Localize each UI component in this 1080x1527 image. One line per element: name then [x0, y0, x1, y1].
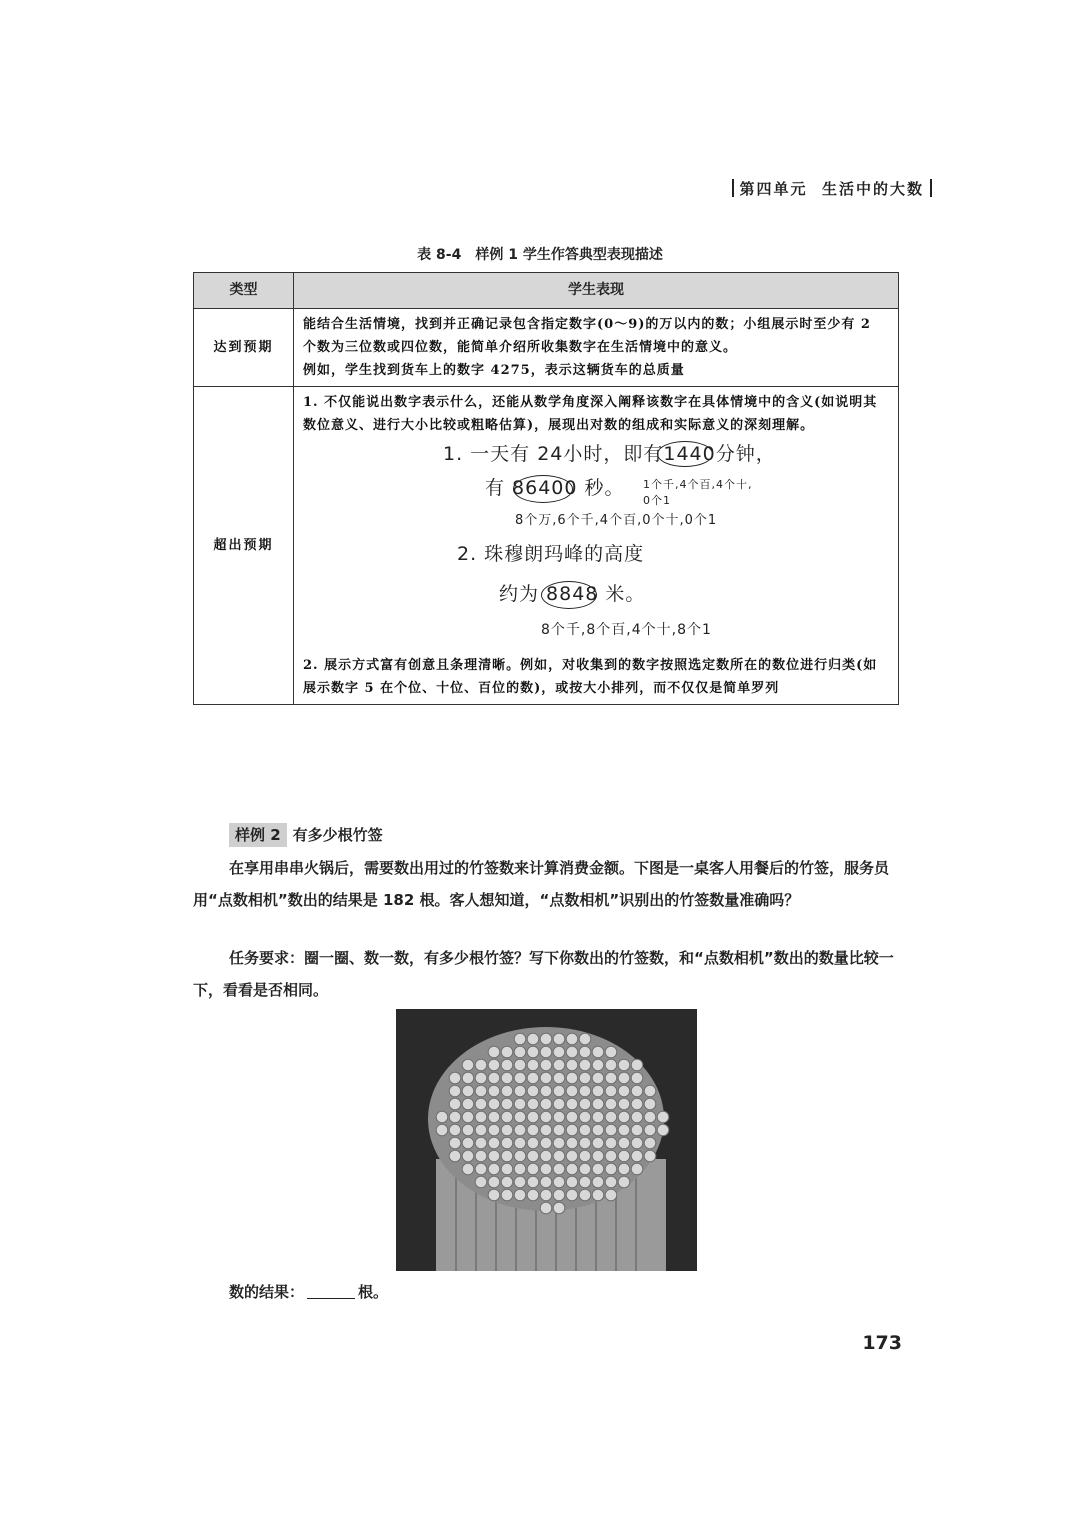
example-2-heading [229, 824, 383, 845]
table-caption: 表 8-4 样例 1 学生作答典型表现描述 [417, 247, 663, 263]
row-desc-exceeds [294, 387, 899, 705]
answer-line [229, 1281, 388, 1302]
performance-table [193, 272, 899, 705]
exceeds-point-2: 2. 展示方式富有创意且条理清晰。例如，对收集到的数字按照选定数所在的数位进行归类(如展示数字 5 在个位、十位、百位的数)，或按大小排列，而不仅仅是简单罗列 [303, 658, 878, 696]
row-type-meets: 达到预期 [194, 309, 294, 387]
meets-text: 能结合生活情境，找到并正确记录包含指定数字(0～9)的万以内的数；小组展示时至少有 2 个数为三位数或四位数，能简单介绍所收集数字在生活情境中的意义。 [303, 317, 871, 355]
handwriting-line: 8个千,8个百,4个十,8个1 [541, 622, 712, 638]
handwriting-line: 0个1 [643, 494, 671, 507]
handwriting-line: 2. 珠穆朗玛峰的高度 [457, 543, 645, 565]
header-divider [732, 179, 734, 197]
table-row [194, 387, 899, 705]
handwriting-sample [443, 443, 873, 648]
header-divider [930, 179, 932, 197]
running-header [726, 178, 938, 199]
skewers-photo [396, 1009, 697, 1271]
col-header-performance: 学生表现 [294, 273, 899, 309]
exceeds-point-1: 1. 不仅能说出数字表示什么，还能从数学角度深入阐释该数字在具体情境中的含义(如说明其数位意义、进行大小比较或粗略估算)，展现出对数的组成和实际意义的深刻理解。 [303, 395, 878, 433]
answer-prefix: 数的结果： [229, 1283, 305, 1301]
row-desc-meets [294, 309, 899, 387]
paragraph-intro: 在享用串串火锅后，需要数出用过的竹签数来计算消费金额。下图是一桌客人用餐后的竹签，服务员用“点数相机”数出的结果是 182 根。客人想知道，“点数相机”识别出的竹签数量准确吗？ [193, 859, 890, 909]
handwriting-line: 1个千,4个百,4个十, [643, 478, 753, 491]
circle-mark [541, 581, 597, 609]
row-type-exceeds: 超出预期 [194, 387, 294, 705]
header-unit: 第四单元 [739, 180, 808, 198]
table-header-row [194, 273, 899, 309]
col-header-type: 类型 [194, 273, 294, 309]
answer-blank[interactable] [307, 1298, 355, 1299]
circle-mark [513, 475, 573, 503]
handwriting-line: 1. 一天有 24小时，即有1440分钟， [443, 443, 776, 465]
handwriting-line: 约为 8848 米。 [499, 583, 646, 605]
example-tag: 样例 2 [229, 823, 287, 847]
example-title: 有多少根竹签 [292, 826, 383, 844]
handwriting-line: 8个万,6个千,4个百,0个十,0个1 [515, 513, 718, 528]
page-number: 173 [862, 1332, 902, 1354]
meets-example: 例如，学生找到货车上的数字 4275，表示这辆货车的总质量 [303, 363, 685, 378]
header-title: 生活中的大数 [821, 180, 924, 198]
circle-mark [657, 441, 713, 467]
paragraph-task: 任务要求：圈一圈、数一数，有多少根竹签？写下你数出的竹签数，和“点数相机”数出的数量比较一下，看看是否相同。 [193, 949, 894, 999]
table-row [194, 309, 899, 387]
handwriting-line: 有 86400 秒。 [485, 477, 625, 499]
answer-suffix: 根。 [358, 1283, 389, 1301]
